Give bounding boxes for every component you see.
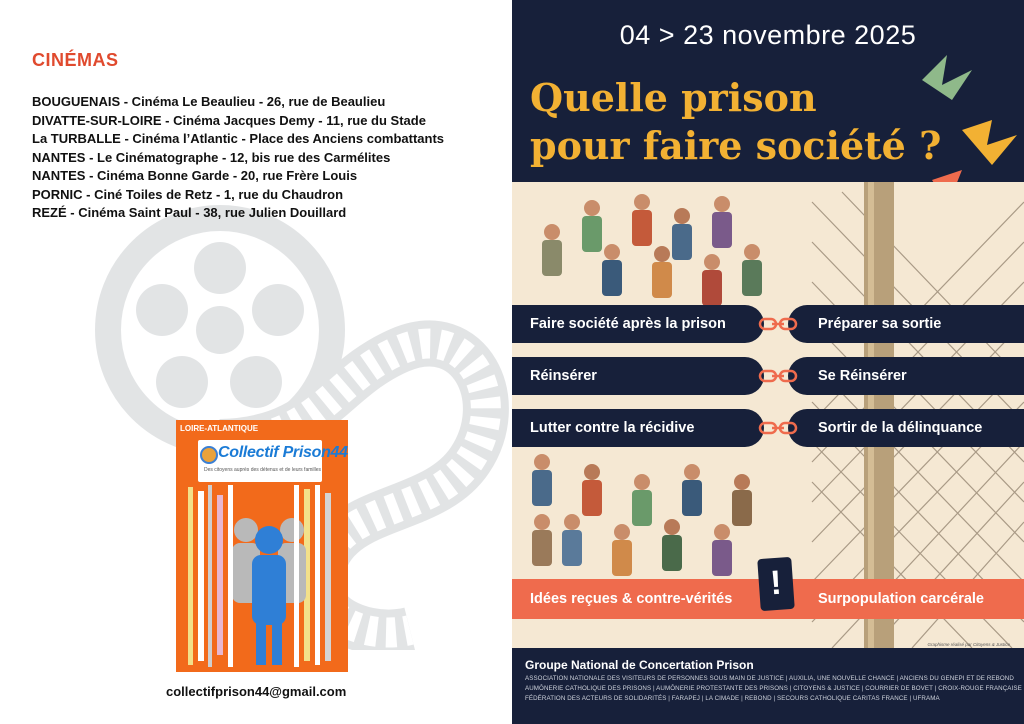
cinema-details: - Cinéma Le Beaulieu - 26, rue de Beaulieu (120, 94, 386, 109)
cinema-details: - Le Cinématographe - 12, bis rue des Carmélites (85, 149, 391, 165)
logo-banner (198, 440, 348, 482)
cinema-entry (32, 112, 502, 131)
cinema-entry (32, 167, 502, 186)
topic-left: Idées reçues & contre-vérités (530, 591, 733, 607)
cinema-details: - Cinéma l’Atlantic - Place des Anciens combattants (120, 131, 445, 146)
headline-line-1: Quelle prison (530, 75, 817, 120)
cinema-entry (32, 130, 502, 149)
theme-chip: Sortir de la délinquance (788, 409, 1024, 447)
cinema-city: DIVATTE-SUR-LOIRE (32, 112, 162, 128)
theme-chip: Réinsérer (512, 357, 764, 395)
warning-icon: ! (757, 557, 795, 611)
cinema-entry (32, 204, 502, 223)
topic-right: Surpopulation carcérale (818, 591, 984, 607)
cinema-city: NANTES (32, 168, 86, 183)
cinema-entry (32, 93, 502, 112)
cinema-details: - Cinéma Jacques Demy - 11, rue du Stade (161, 112, 426, 128)
cinema-city: REZÉ (32, 205, 67, 220)
theme-chip: Se Réinsérer (788, 357, 1024, 395)
footer-members-line: AUMÔNERIE CATHOLIQUE DES PRISONS | AUMÔNERIE PROTESTANTE DES PRISONS | CITOYENS & JUSTICE | COURRIER DE BOVET | CROIX-ROUGE FRANÇAISE (525, 685, 1022, 692)
cinema-details: - Ciné Toiles de Retz - 1, rue du Chaudron (82, 186, 344, 202)
logo-tagline: Des citoyens auprès des détenus et de leurs familles (204, 467, 322, 473)
event-poster (512, 0, 1024, 724)
chain-link-icon (758, 369, 798, 383)
theme-chip: Faire société après la prison (512, 305, 764, 343)
cinema-details: - Cinéma Saint Paul - 38, rue Julien Douillard (66, 205, 347, 220)
theme-chip: Préparer sa sortie (788, 305, 1024, 343)
footer-members-line: ASSOCIATION NATIONALE DES VISITEURS DE PERSONNES SOUS MAIN DE JUSTICE | AUXILIA, UNE NOUVELLE CHANCE | ANCIENS DU GENEPI ET DE REBOND (525, 675, 1014, 682)
footer-members-line: FÉDÉRATION DES ACTEURS DE SOLIDARITÉS | FARAPEJ | LA CIMADE | REBOND | SECOURS CATHOLIQUE CARITAS FRANCE | UFRAMA (525, 695, 940, 702)
illustration-credit: Graphisme réalisé par Citoyens & Justice (927, 642, 1010, 647)
cinema-list (32, 93, 502, 223)
footer-title: Groupe National de Concertation Prison (525, 658, 754, 672)
cinema-details: - Cinéma Bonne Garde - 20, rue Frère Louis (85, 168, 358, 183)
chain-link-icon (758, 317, 798, 331)
poster-headline (530, 74, 941, 170)
poster-footer (512, 648, 1024, 724)
globe-icon (200, 446, 218, 464)
cinema-city: PORNIC (32, 186, 83, 202)
cinemas-heading: CINÉMAS (32, 50, 119, 70)
cinema-city: BOUGUENAIS (32, 94, 121, 109)
collectif-logo (176, 420, 348, 672)
cinema-entry (32, 186, 502, 205)
contact-email: collectifprison44@gmail.com (166, 684, 347, 699)
logo-name: Collectif Prison44 (218, 444, 348, 461)
cinema-city: NANTES (32, 149, 86, 165)
prison-bars-illustration (184, 485, 340, 667)
theme-chip: Lutter contre la récidive (512, 409, 764, 447)
event-dates: 04 > 23 novembre 2025 (619, 20, 917, 50)
logo-region: LOIRE-ATLANTIQUE (180, 424, 259, 433)
chain-link-icon (758, 421, 798, 435)
cinema-city: La TURBALLE (32, 131, 121, 146)
cinema-entry (32, 149, 502, 168)
headline-line-2: pour faire société ? (530, 123, 942, 168)
